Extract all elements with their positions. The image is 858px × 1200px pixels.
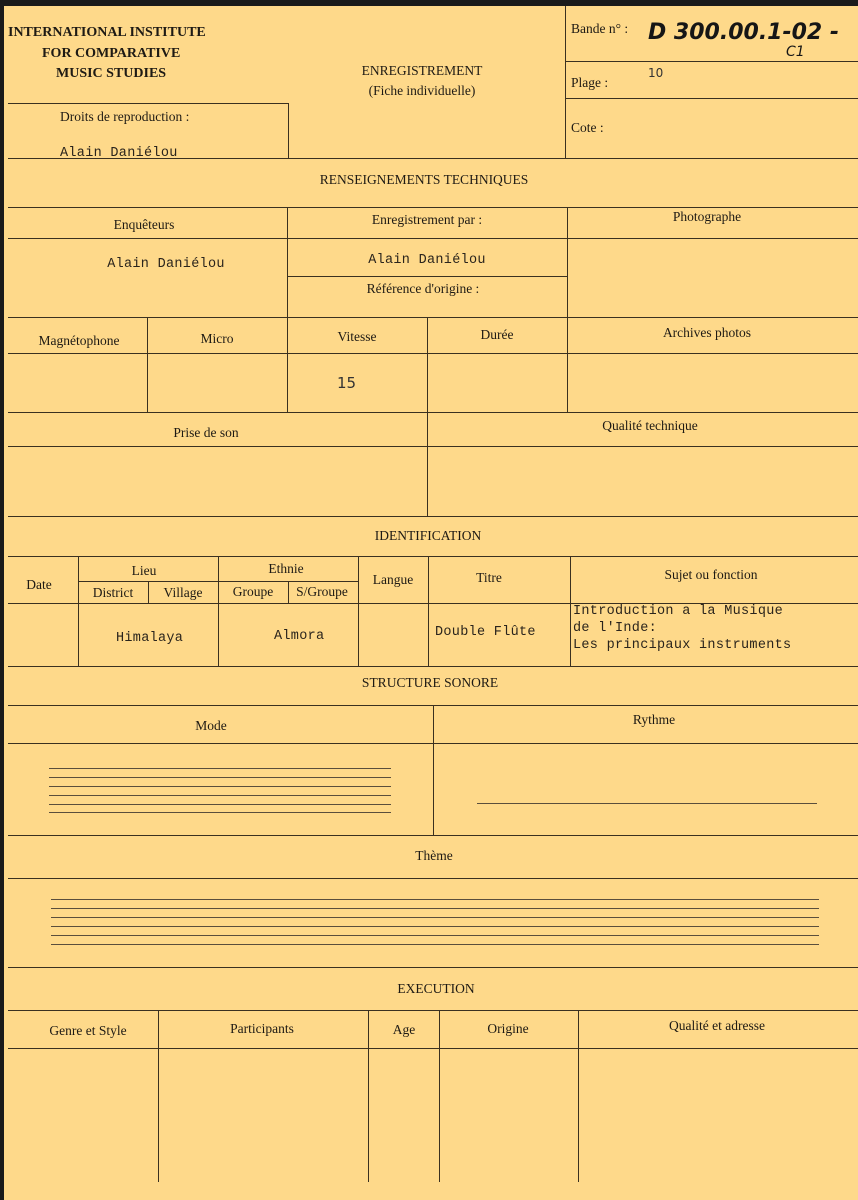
rythme-label: Rythme bbox=[632, 712, 676, 727]
titre-value: Double Flûte bbox=[435, 625, 536, 640]
divider bbox=[565, 61, 858, 62]
institute-line-1: INTERNATIONAL INSTITUTE bbox=[8, 25, 206, 40]
photographe-label: Photographe bbox=[672, 209, 742, 224]
participants-label: Participants bbox=[230, 1021, 294, 1036]
divider bbox=[288, 581, 289, 603]
prise-label: Prise de son bbox=[173, 425, 239, 440]
cote-label: Cote : bbox=[571, 120, 604, 135]
execution-title: EXECUTION bbox=[397, 981, 475, 996]
divider bbox=[433, 705, 434, 835]
lieu-value: Himalaya bbox=[116, 631, 184, 646]
mode-line bbox=[49, 795, 391, 796]
divider bbox=[8, 207, 858, 208]
vitesse-value: 15 bbox=[337, 374, 357, 392]
divider bbox=[570, 556, 571, 666]
divider bbox=[578, 1010, 579, 1182]
divider bbox=[8, 1010, 858, 1011]
divider bbox=[287, 317, 288, 412]
mode-line bbox=[49, 777, 391, 778]
divider bbox=[439, 1010, 440, 1182]
divider bbox=[8, 556, 858, 557]
divider bbox=[8, 103, 288, 104]
divider bbox=[218, 556, 219, 666]
mode-line bbox=[49, 786, 391, 787]
genre-label: Genre et Style bbox=[49, 1023, 127, 1038]
vitesse-label: Vitesse bbox=[337, 329, 377, 344]
sujet-line-2: de l'Inde: bbox=[573, 621, 658, 636]
theme-label: Thème bbox=[415, 848, 453, 863]
divider bbox=[78, 556, 79, 666]
divider bbox=[427, 412, 428, 516]
divider bbox=[287, 207, 288, 317]
divider bbox=[8, 743, 858, 744]
theme-line bbox=[51, 908, 819, 909]
form-title: ENREGISTREMENT bbox=[361, 63, 483, 78]
divider bbox=[8, 412, 858, 413]
droits-label: Droits de reproduction : bbox=[60, 109, 190, 124]
titre-label: Titre bbox=[476, 570, 502, 585]
form-subtitle: (Fiche individuelle) bbox=[368, 83, 476, 98]
divider bbox=[8, 835, 858, 836]
enqueteurs-label: Enquêteurs bbox=[113, 217, 175, 232]
qualite-label: Qualité technique bbox=[602, 418, 698, 433]
theme-line bbox=[51, 944, 819, 945]
theme-line bbox=[51, 935, 819, 936]
divider bbox=[427, 317, 428, 412]
divider bbox=[158, 1010, 159, 1182]
enregistrement-par-value: Alain Daniélou bbox=[368, 253, 486, 268]
divider bbox=[8, 238, 858, 239]
divider bbox=[358, 556, 359, 666]
bande-value: D 300.00.1-02 - bbox=[648, 20, 840, 45]
enqueteurs-value: Alain Daniélou bbox=[107, 257, 225, 272]
reference-label: Référence d'origine : bbox=[366, 281, 480, 296]
sujet-line-3: Les principaux instruments bbox=[573, 638, 792, 653]
divider bbox=[368, 1010, 369, 1182]
structure-title: STRUCTURE SONORE bbox=[361, 675, 499, 690]
droits-value: Alain Daniélou bbox=[60, 146, 178, 161]
divider bbox=[567, 207, 568, 317]
plage-label: Plage : bbox=[571, 75, 609, 90]
divider bbox=[428, 556, 429, 666]
divider bbox=[8, 878, 858, 879]
divider bbox=[8, 516, 858, 517]
plage-value: 10 bbox=[648, 66, 664, 80]
divider bbox=[147, 317, 148, 412]
tech-title: RENSEIGNEMENTS TECHNIQUES bbox=[319, 172, 529, 187]
divider bbox=[8, 158, 858, 159]
mode-line bbox=[49, 768, 391, 769]
mode-line bbox=[49, 804, 391, 805]
divider bbox=[565, 6, 566, 158]
archives-label: Archives photos bbox=[662, 325, 752, 340]
duree-label: Durée bbox=[480, 327, 514, 342]
groupe-label: Groupe bbox=[232, 584, 274, 599]
divider bbox=[288, 103, 289, 158]
theme-line bbox=[51, 917, 819, 918]
divider bbox=[78, 581, 358, 582]
divider bbox=[287, 276, 567, 277]
divider bbox=[8, 666, 858, 667]
ethnie-label: Ethnie bbox=[268, 561, 304, 576]
ethnie-value: Almora bbox=[274, 629, 325, 644]
date-label: Date bbox=[26, 577, 52, 592]
divider bbox=[8, 1048, 858, 1049]
divider bbox=[565, 98, 858, 99]
magnetophone-label: Magnétophone bbox=[38, 333, 120, 348]
divider bbox=[567, 317, 568, 412]
theme-line bbox=[51, 926, 819, 927]
theme-line bbox=[51, 899, 819, 900]
bande-label: Bande n° : bbox=[571, 21, 629, 36]
qualite-adresse-label: Qualité et adresse bbox=[669, 1018, 765, 1033]
langue-label: Langue bbox=[372, 572, 414, 587]
mode-line bbox=[49, 812, 391, 813]
divider bbox=[8, 353, 858, 354]
record-card bbox=[4, 6, 858, 1200]
enregistrement-par-label: Enregistrement par : bbox=[371, 212, 483, 227]
lieu-label: Lieu bbox=[131, 563, 157, 578]
village-label: Village bbox=[163, 585, 203, 600]
mode-label: Mode bbox=[195, 718, 227, 733]
bande-suffix: C1 bbox=[786, 44, 805, 60]
divider bbox=[8, 967, 858, 968]
micro-label: Micro bbox=[200, 331, 234, 346]
rythme-line bbox=[477, 803, 817, 804]
sujet-label: Sujet ou fonction bbox=[664, 567, 758, 582]
divider bbox=[8, 317, 858, 318]
district-label: District bbox=[92, 585, 134, 600]
institute-line-3: MUSIC STUDIES bbox=[56, 66, 167, 81]
divider bbox=[148, 581, 149, 603]
sgroupe-label: S/Groupe bbox=[296, 584, 348, 599]
institute-line-2: FOR COMPARATIVE bbox=[42, 46, 181, 61]
origine-label: Origine bbox=[487, 1021, 529, 1036]
divider bbox=[8, 446, 858, 447]
ident-title: IDENTIFICATION bbox=[374, 528, 482, 543]
age-label: Age bbox=[392, 1022, 416, 1037]
sujet-line-1: Introduction a la Musique bbox=[573, 604, 784, 619]
